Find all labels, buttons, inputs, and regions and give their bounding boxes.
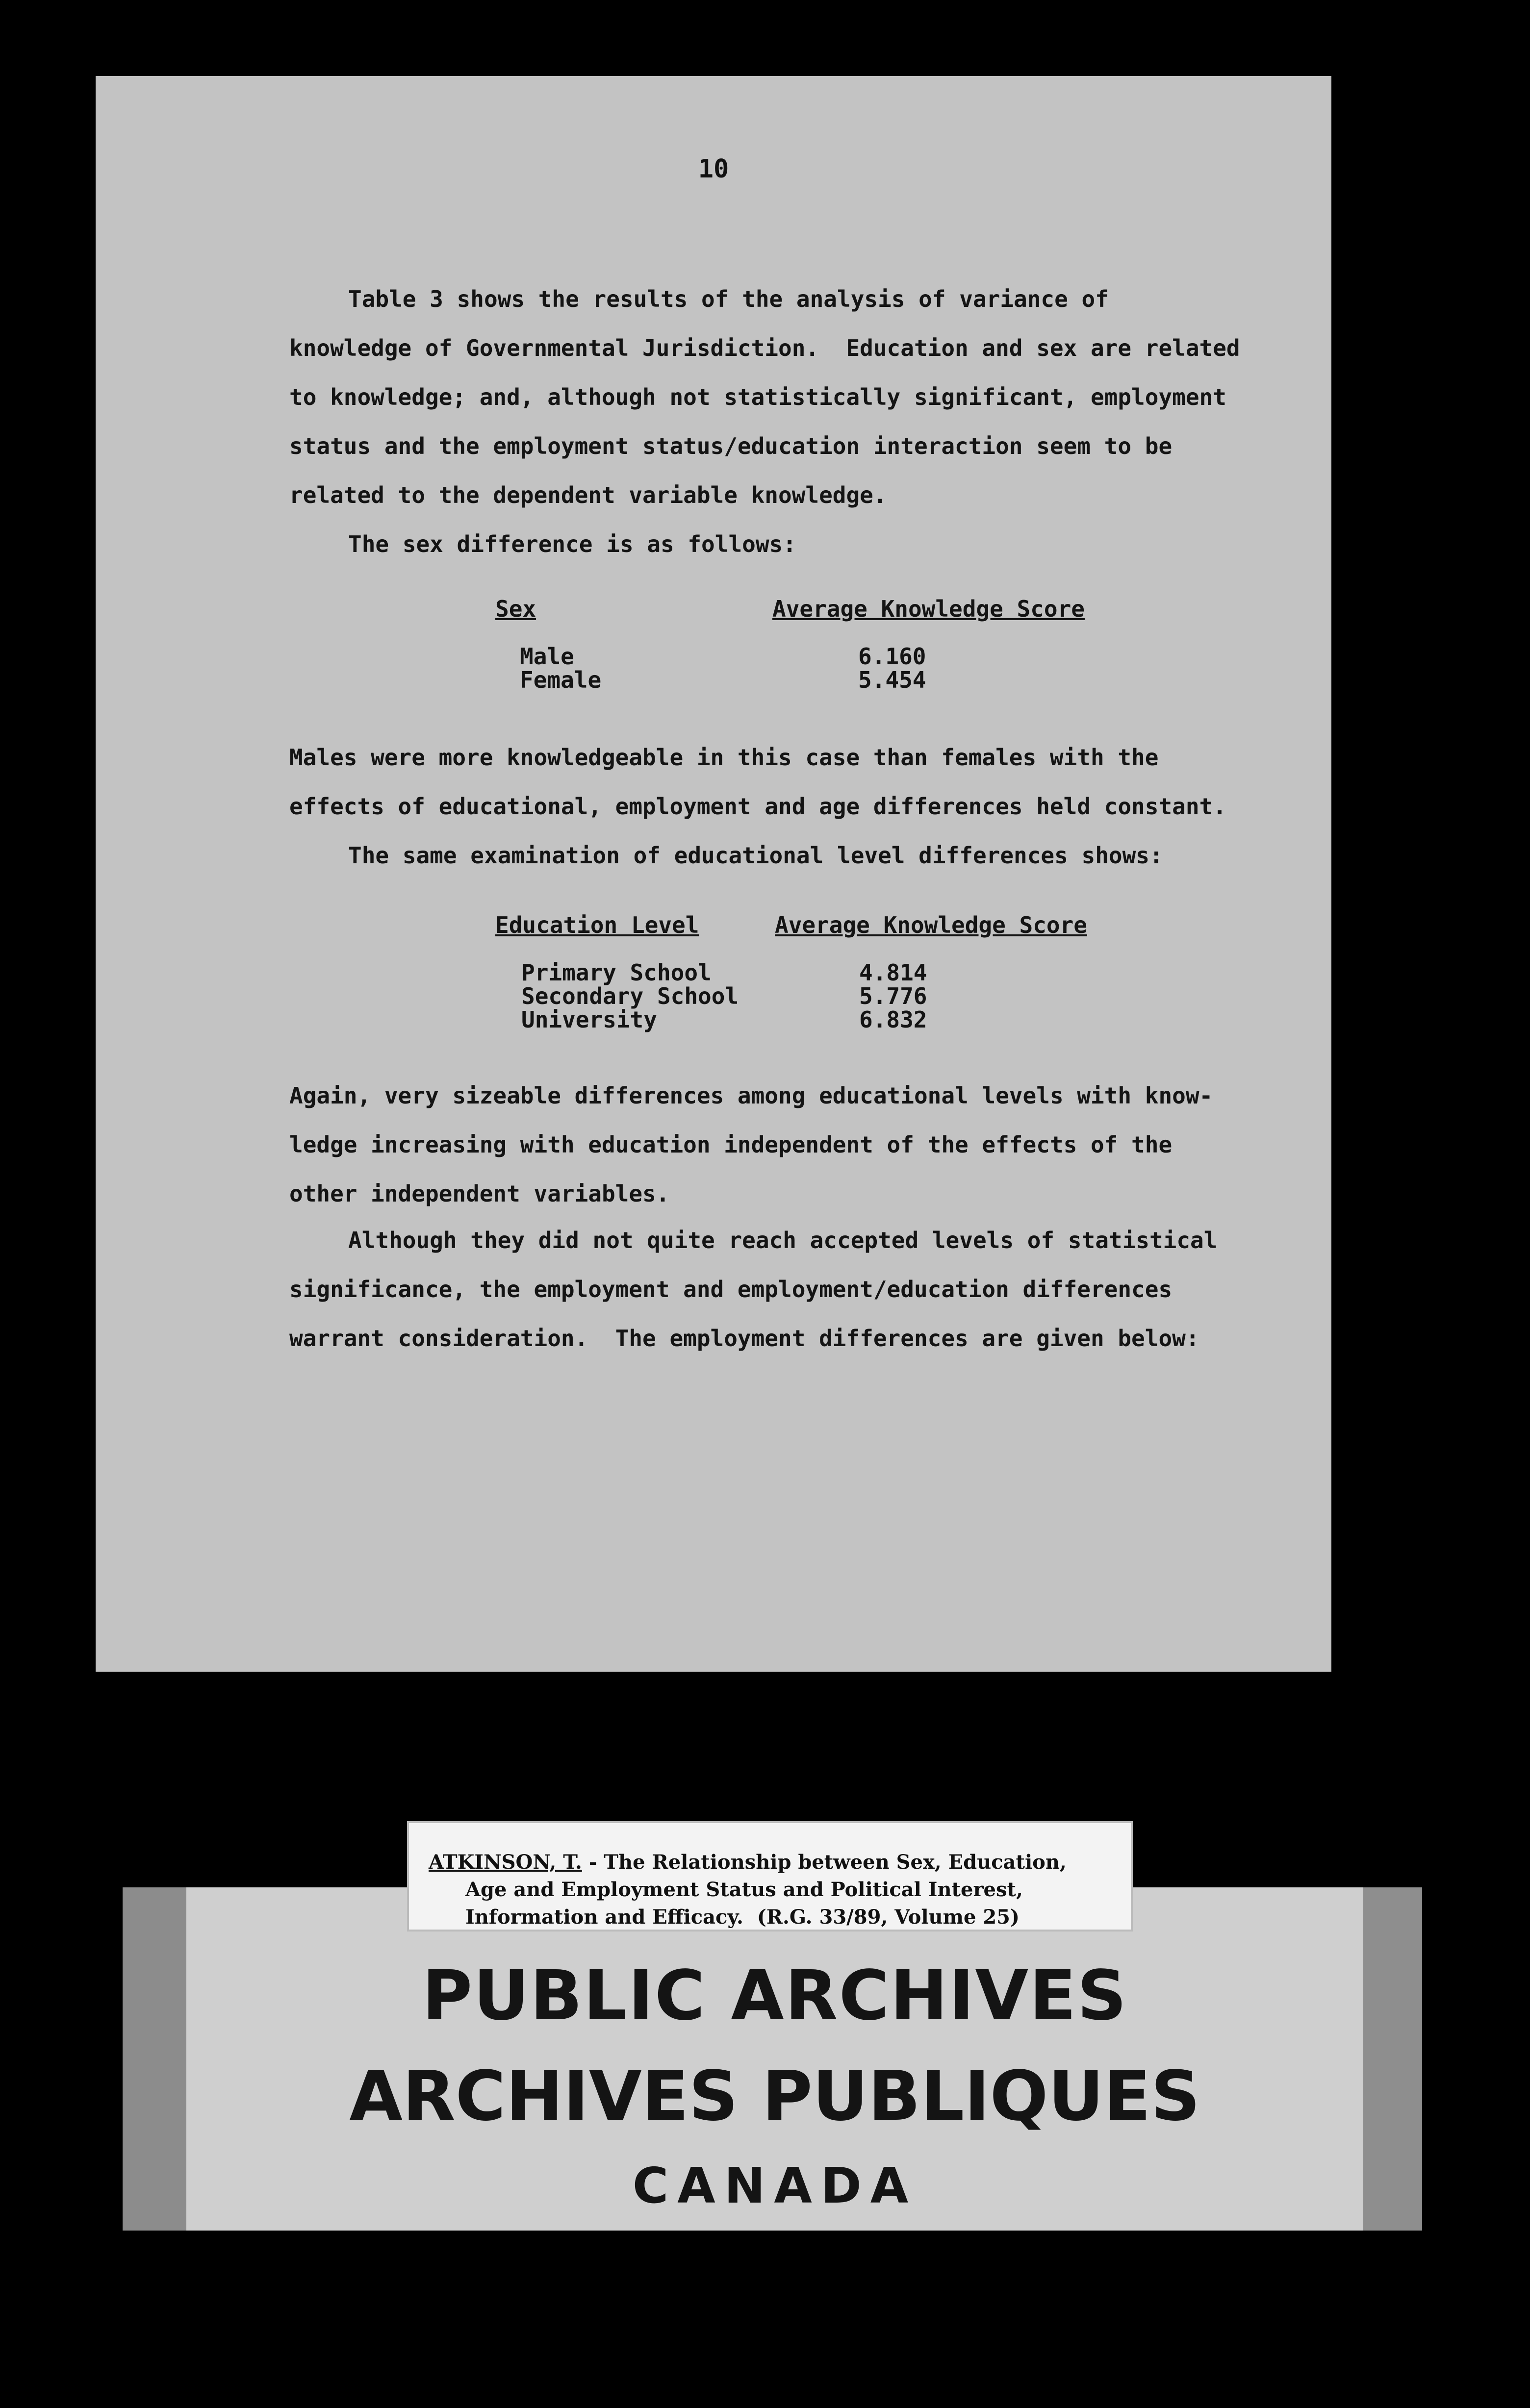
archive-citation-label (407, 1821, 1133, 1931)
text-line: warrant consideration. The employment differences are given below: (289, 1325, 1199, 1352)
sex-table-header-score: Average Knowledge Score (772, 596, 1085, 622)
paragraph-again (289, 1071, 1221, 1218)
text-line: Although they did not quite reach accepted levels of statistical (348, 1227, 1218, 1254)
text-line: ledge increasing with education independent of the effects of the (289, 1131, 1173, 1158)
edu-table-header-level: Education Level (495, 912, 699, 938)
paragraph-employment (289, 1216, 1221, 1363)
text-line: related to the dependent variable knowledge. (289, 482, 887, 508)
paragraph-males (289, 733, 1226, 831)
edu-table-value: 6.832 (859, 1006, 927, 1033)
paragraph-edu-intro (289, 831, 1221, 880)
edu-table-label: Primary School (521, 959, 712, 986)
text-line: to knowledge; and, although not statistically significant, employment (289, 384, 1226, 410)
sex-table-header-sex: Sex (495, 596, 536, 622)
document-page (96, 76, 1331, 1672)
text-line: The same examination of educational level differences shows: (348, 842, 1163, 869)
edu-table-label: Secondary School (521, 983, 739, 1009)
citation-title-start: - The Relationship between Sex, Education, (582, 1851, 1067, 1874)
page-number: 10 (698, 154, 729, 184)
paragraph-sex-intro (289, 520, 1221, 569)
sex-table-value: 6.160 (858, 643, 926, 670)
text-line: effects of educational, employment and age differences held constant. (289, 793, 1226, 820)
citation-author: ATKINSON, T. (429, 1851, 582, 1874)
citation-line: Age and Employment Status and Political Interest, (465, 1878, 1023, 1901)
text-line: Table 3 shows the results of the analysis of variance of (348, 286, 1109, 312)
text-line: significance, the employment and employment/education differences (289, 1276, 1173, 1303)
paragraph-analysis (289, 275, 1240, 520)
citation-line: Information and Efficacy. (R.G. 33/89, Volume 25) (465, 1906, 1020, 1929)
citation-line (429, 1849, 1131, 1876)
banner-archives-publiques: ARCHIVES PUBLIQUES (349, 2057, 1200, 2136)
text-line: Males were more knowledgeable in this case than females with the (289, 744, 1159, 771)
edu-table-label: University (521, 1006, 657, 1033)
text-line: The sex difference is as follows: (348, 531, 796, 557)
text-line: status and the employment status/education interaction seem to be (289, 433, 1173, 459)
edu-table-value: 4.814 (859, 959, 927, 986)
text-line: other independent variables. (289, 1180, 670, 1207)
sex-table-label: Male (520, 643, 574, 670)
text-line: Again, very sizeable differences among educational levels with know- (289, 1082, 1213, 1109)
text-line: knowledge of Governmental Jurisdiction. Education and sex are related (289, 335, 1240, 361)
banner-canada: CANADA (632, 2157, 918, 2214)
banner-public-archives: PUBLIC ARCHIVES (422, 1956, 1128, 2036)
edu-table-value: 5.776 (859, 983, 927, 1009)
edu-table-header-score: Average Knowledge Score (775, 912, 1087, 938)
sex-table-label: Female (520, 667, 602, 693)
archives-banner (123, 1887, 1422, 2231)
sex-table-value: 5.454 (858, 667, 926, 693)
